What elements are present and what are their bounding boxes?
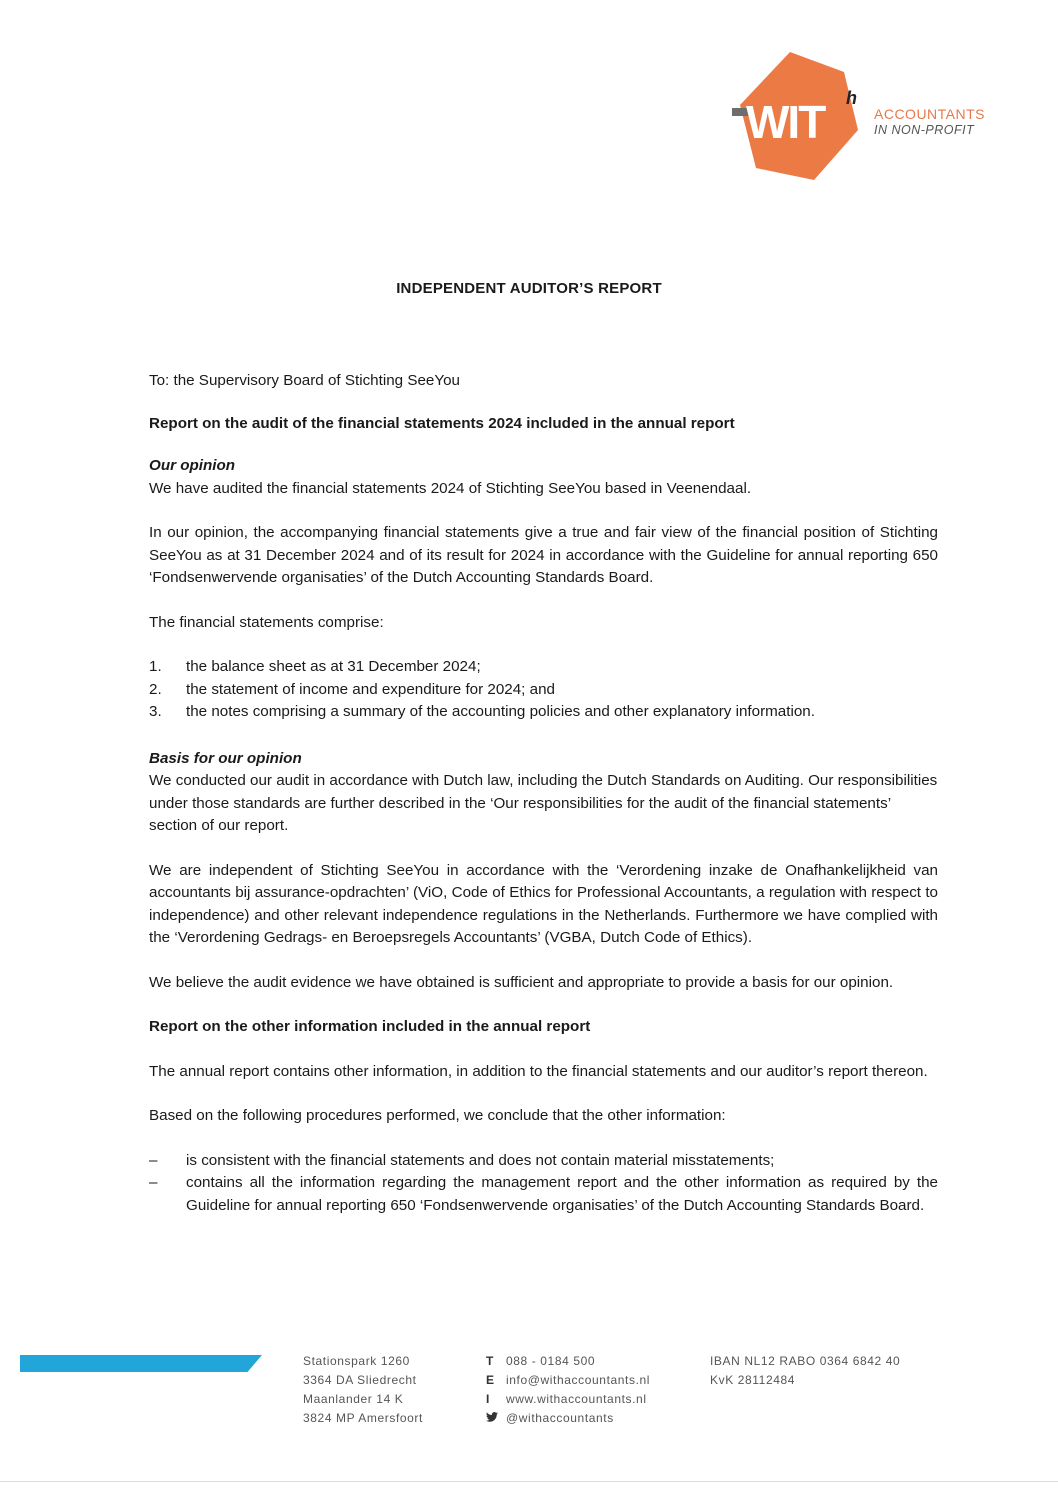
statements-list bbox=[149, 656, 938, 724]
footer-contact bbox=[486, 1352, 650, 1428]
footer-bank-details bbox=[710, 1352, 900, 1390]
paragraph: The annual report contains other information, in addition to the financial statements and our auditor’s report thereon. bbox=[149, 1062, 928, 1080]
hexagon-logo-icon bbox=[732, 50, 862, 185]
paragraph: We are independent of Stichting SeeYou in accordance with the ‘Verordening inzake de Onafhankelijkheid van accountants bij assurance-opdrachten’ (ViO, Code of Ethics for Professional Accountants, a regulation with respect to independence) and other relevant independence regulations in the Netherlands. Furthermore we have complied with the ‘Verordening Gedrags- en Beroepsregels Accountants’ (VGBA, Dutch Code of Ethics). bbox=[149, 861, 938, 946]
section-heading-other-info: Report on the other information included in the annual report bbox=[149, 1018, 591, 1035]
list-item: 3. the notes comprising a summary of the accounting policies and other explanatory information. bbox=[149, 703, 815, 720]
twitter-icon bbox=[486, 1409, 506, 1428]
list-item: – contains all the information regarding the management report and the other information as required by the Guideline for annual reporting 650 ‘Fondsenwervende organisaties’ of the Dutch Accounting Standards Board. bbox=[149, 1174, 938, 1214]
paragraph: We conducted our audit in accordance with Dutch law, including the Dutch Standards on Auditing. Our responsibilities under those standards are further described in the ‘Our responsibilities for the audit of the financial statements’ section of our report. bbox=[149, 772, 938, 834]
page-bottom-rule bbox=[0, 1481, 1058, 1482]
paragraph: In our opinion, the accompanying financial statements give a true and fair view of the financial position of Stichting SeeYou as at 31 December 2024 and of its result for 2024 in accordance with the Guideline for annual reporting 650 ‘Fondsenwervende organisaties’ of the Dutch Accounting Standards Board. bbox=[149, 524, 938, 586]
logo-tagline-non-profit: IN NON-PROFIT bbox=[874, 123, 975, 137]
paragraph: We believe the audit evidence we have obtained is sufficient and appropriate to provide a basis for our opinion. bbox=[149, 973, 894, 991]
document-body bbox=[149, 370, 938, 1217]
section-heading-audit: Report on the audit of the financial statements 2024 included in the annual report bbox=[149, 414, 735, 432]
paragraph: We have audited the financial statements 2024 of Stichting SeeYou based in Veenendaal. bbox=[149, 479, 752, 497]
contact-website[interactable]: I www.withaccountants.nl bbox=[486, 1392, 647, 1406]
addressee: To: the Supervisory Board of Stichting SeeYou bbox=[149, 372, 460, 389]
list-item: 2. the statement of income and expenditure for 2024; and bbox=[149, 680, 555, 698]
logo-tagline-accountants: ACCOUNTANTS bbox=[874, 106, 986, 122]
contact-email[interactable]: E info@withaccountants.nl bbox=[486, 1373, 651, 1387]
paragraph: The financial statements comprise: bbox=[149, 613, 384, 631]
list-item: – is consistent with the financial statements and does not contain material misstatements; bbox=[149, 1151, 775, 1169]
company-logo bbox=[732, 50, 992, 185]
conclusions-list bbox=[149, 1150, 938, 1218]
footer-address: Stationspark 1260 3364 DA Sliedrecht Maanlander 14 K 3824 MP Amersfoort bbox=[303, 1354, 423, 1425]
document-title: INDEPENDENT AUDITOR’S REPORT bbox=[396, 280, 662, 297]
list-item: 1. the balance sheet as at 31 December 2024; bbox=[149, 658, 481, 675]
kvk-number: KvK 28112484 bbox=[710, 1373, 796, 1387]
svg-text:h: h bbox=[846, 88, 857, 108]
paragraph: Based on the following procedures performed, we conclude that the other information: bbox=[149, 1107, 726, 1124]
contact-phone: T 088 - 0184 500 bbox=[486, 1354, 596, 1368]
contact-twitter[interactable]: @withaccountants bbox=[486, 1409, 650, 1428]
footer-accent-bar bbox=[20, 1355, 262, 1372]
subheading-basis: Basis for our opinion bbox=[149, 749, 302, 767]
svg-text:WIT: WIT bbox=[746, 96, 825, 148]
iban: IBAN NL12 RABO 0364 6842 40 bbox=[710, 1354, 901, 1368]
subheading-our-opinion: Our opinion bbox=[149, 457, 236, 474]
